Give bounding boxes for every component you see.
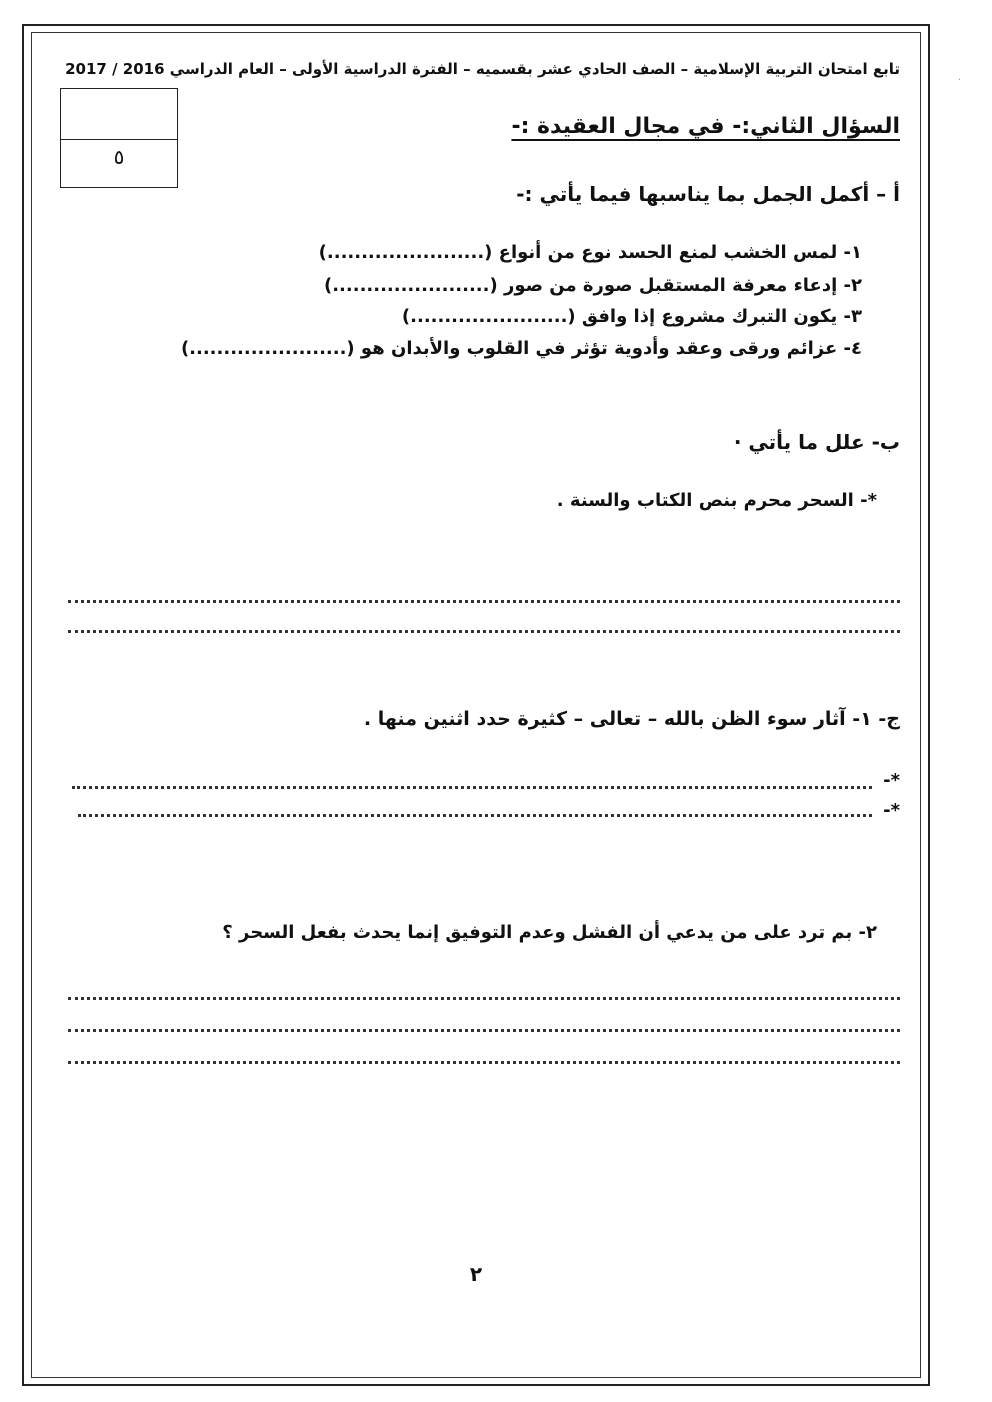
part-c-answer-1-line[interactable] bbox=[72, 786, 872, 789]
part-c-answer-2-bullet: *- bbox=[883, 800, 900, 821]
page-number: ٢ bbox=[469, 1262, 483, 1286]
answer-line[interactable] bbox=[68, 1061, 900, 1064]
score-box-divider bbox=[61, 139, 177, 140]
question-title: السؤال الثاني:- في مجال العقيدة :- bbox=[511, 114, 900, 139]
part-a-item-2: ٢- إدعاء معرفة المستقبل صورة من صور (.......................) bbox=[323, 275, 862, 296]
part-c-answer-1-bullet: *- bbox=[883, 770, 900, 791]
part-c-label: ج- ١- آثار سوء الظن بالله – تعالى – كثيرة حدد اثنين منها . bbox=[363, 708, 900, 730]
part-b-item: *- السحر محرم بنص الكتاب والسنة . bbox=[556, 490, 877, 511]
score-mark: ٥ bbox=[113, 145, 125, 169]
score-box bbox=[60, 88, 178, 188]
page-inner-border bbox=[31, 32, 921, 1378]
answer-line[interactable] bbox=[68, 600, 900, 603]
part-b-label: ب- علل ما يأتي · bbox=[733, 430, 900, 454]
edge-mark: . bbox=[958, 72, 962, 83]
part-a-label: أ – أكمل الجمل بما يناسبها فيما يأتي :- bbox=[516, 182, 900, 206]
part-a-item-4: ٤- عزائم ورقى وعقد وأدوية تؤثر في القلوب والأبدان هو (.......................) bbox=[180, 338, 862, 359]
answer-line[interactable] bbox=[68, 630, 900, 633]
part-a-item-3: ٣- يكون التبرك مشروع إذا وافق (.......................) bbox=[401, 306, 862, 327]
part-a-item-1: ١- لمس الخشب لمنع الحسد نوع من أنواع (.......................) bbox=[318, 242, 862, 263]
question-2: ٢- بم ترد على من يدعي أن الفشل وعدم التوفيق إنما يحدث بفعل السحر ؟ bbox=[222, 922, 877, 943]
answer-line[interactable] bbox=[68, 1029, 900, 1032]
exam-header: تابع امتحان التربية الإسلامية – الصف الحادي عشر بقسميه – الفترة الدراسية الأولى – العام الدراسي 2016 / 2017 bbox=[65, 60, 900, 78]
answer-line[interactable] bbox=[68, 997, 900, 1000]
part-c-answer-2-line[interactable] bbox=[78, 814, 872, 817]
